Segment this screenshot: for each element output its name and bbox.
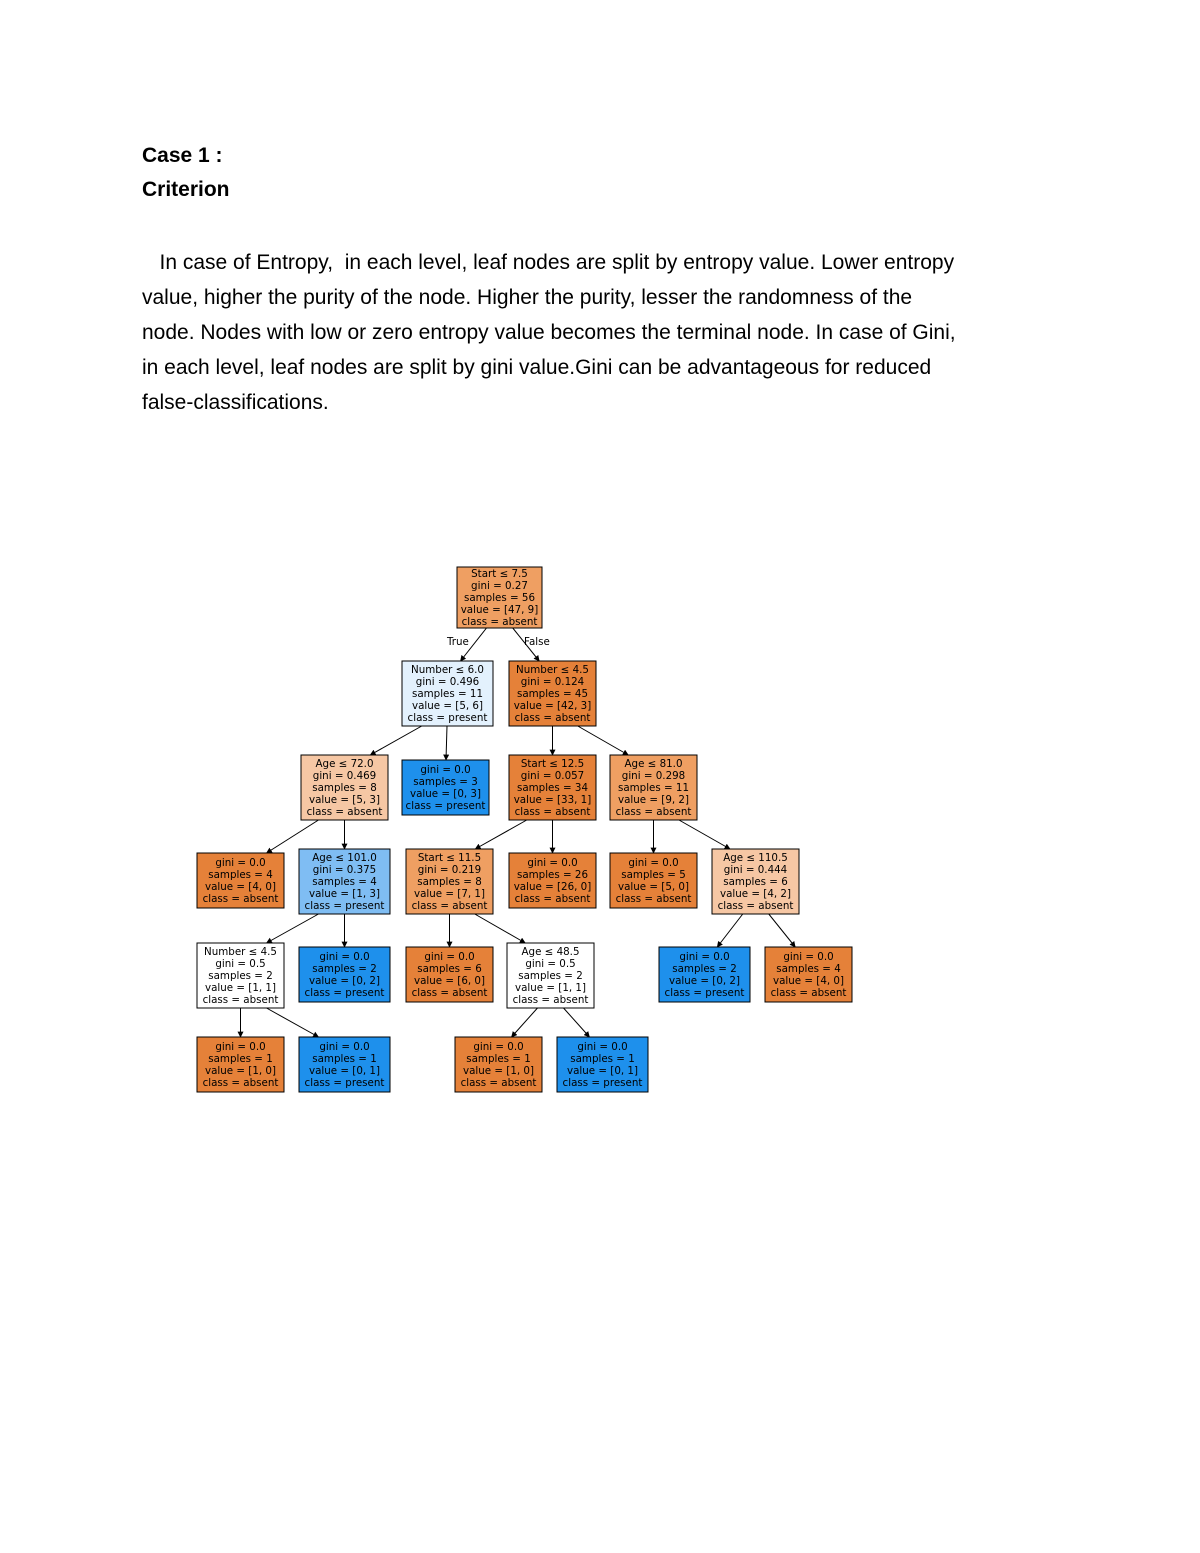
tree-node-line: samples = 1 bbox=[208, 1053, 273, 1065]
tree-node-line: samples = 1 bbox=[466, 1053, 531, 1065]
tree-node-line: value = [0, 2] bbox=[669, 975, 740, 987]
tree-node-line: Age ≤ 81.0 bbox=[624, 758, 683, 770]
tree-edge bbox=[564, 1008, 590, 1037]
criterion-title: Criterion bbox=[142, 178, 230, 201]
tree-node-line: value = [26, 0] bbox=[513, 881, 592, 893]
tree-node-line: class = absent bbox=[461, 616, 538, 628]
tree-edge bbox=[769, 914, 796, 947]
tree-node-line: value = [1, 0] bbox=[205, 1065, 276, 1077]
tree-node-line: samples = 26 bbox=[516, 869, 589, 881]
tree-node-line: value = [1, 3] bbox=[309, 888, 380, 900]
tree-node-n6 bbox=[610, 755, 697, 820]
tree-node-line: Age ≤ 110.5 bbox=[723, 852, 788, 864]
tree-edge bbox=[267, 820, 319, 853]
tree-node-n15 bbox=[406, 947, 493, 1002]
tree-node-line: class = absent bbox=[615, 806, 692, 818]
tree-node-line: class = present bbox=[664, 987, 745, 999]
tree-node-line: class = absent bbox=[514, 893, 591, 905]
tree-node-line: samples = 2 bbox=[672, 963, 737, 975]
tree-node-line: class = absent bbox=[411, 900, 488, 912]
tree-node-line: gini = 0.0 bbox=[473, 1041, 524, 1053]
tree-node-line: Start ≤ 7.5 bbox=[471, 568, 528, 580]
tree-node-line: value = [0, 1] bbox=[309, 1065, 380, 1077]
tree-node-line: Age ≤ 101.0 bbox=[312, 852, 377, 864]
tree-node-line: class = absent bbox=[615, 893, 692, 905]
tree-node-line: class = absent bbox=[460, 1077, 537, 1089]
tree-node-line: class = absent bbox=[514, 712, 591, 724]
tree-node-line: samples = 45 bbox=[516, 688, 589, 700]
tree-edge bbox=[267, 914, 319, 943]
tree-node-n12 bbox=[712, 849, 799, 914]
tree-node-n8 bbox=[299, 849, 390, 914]
tree-node-line: class = present bbox=[405, 800, 486, 812]
tree-node-n14 bbox=[299, 947, 390, 1002]
tree-node-line: value = [0, 1] bbox=[567, 1065, 638, 1077]
tree-node-line: gini = 0.124 bbox=[520, 676, 585, 688]
tree-node-n18 bbox=[765, 947, 852, 1002]
paragraph-line: In case of Entropy, in each level, leaf nodes are split by entropy value. Lower entropy bbox=[142, 251, 955, 274]
tree-node-n21 bbox=[455, 1037, 542, 1092]
tree-node-line: class = absent bbox=[512, 994, 589, 1006]
tree-node-line: class = absent bbox=[306, 806, 383, 818]
tree-edge bbox=[717, 914, 743, 947]
tree-node-line: samples = 11 bbox=[617, 782, 690, 794]
tree-node-n19 bbox=[197, 1037, 284, 1092]
tree-node-line: gini = 0.496 bbox=[415, 676, 480, 688]
tree-node-line: Number ≤ 4.5 bbox=[516, 664, 589, 676]
tree-node-line: class = absent bbox=[411, 987, 488, 999]
true-edge-label: True bbox=[447, 636, 469, 648]
tree-node-line: gini = 0.219 bbox=[417, 864, 482, 876]
tree-node-line: value = [0, 2] bbox=[309, 975, 380, 987]
tree-node-n13 bbox=[197, 943, 284, 1008]
tree-node-line: gini = 0.0 bbox=[215, 1041, 266, 1053]
tree-node-line: value = [5, 3] bbox=[309, 794, 380, 806]
tree-node-line: class = absent bbox=[202, 893, 279, 905]
tree-node-line: samples = 5 bbox=[621, 869, 686, 881]
tree-node-line: samples = 8 bbox=[417, 876, 482, 888]
tree-edge bbox=[475, 820, 527, 849]
tree-node-line: value = [1, 1] bbox=[205, 982, 276, 994]
tree-node-line: samples = 6 bbox=[723, 876, 788, 888]
paragraph-line: value, higher the purity of the node. Higher the purity, lesser the randomness of the bbox=[142, 286, 913, 309]
tree-node-line: samples = 34 bbox=[516, 782, 589, 794]
tree-node-line: gini = 0.375 bbox=[312, 864, 377, 876]
tree-node-n4 bbox=[402, 760, 489, 815]
tree-node-line: class = absent bbox=[717, 900, 794, 912]
tree-node-line: samples = 2 bbox=[518, 970, 583, 982]
false-edge-label: False bbox=[524, 636, 550, 648]
tree-node-n1 bbox=[402, 661, 493, 726]
tree-edge bbox=[512, 1008, 538, 1037]
tree-node-line: gini = 0.0 bbox=[783, 951, 834, 963]
tree-edge bbox=[679, 820, 730, 849]
tree-node-line: Number ≤ 6.0 bbox=[411, 664, 484, 676]
tree-node-line: class = absent bbox=[202, 1077, 279, 1089]
tree-node-line: value = [47, 9] bbox=[460, 604, 539, 616]
tree-node-line: class = absent bbox=[202, 994, 279, 1006]
tree-node-line: value = [5, 0] bbox=[618, 881, 689, 893]
tree-node-n22 bbox=[557, 1037, 648, 1092]
tree-node-line: class = present bbox=[304, 900, 385, 912]
tree-node-n17 bbox=[659, 947, 750, 1002]
tree-node-line: gini = 0.057 bbox=[520, 770, 585, 782]
tree-node-n0 bbox=[457, 567, 542, 628]
tree-node-n11 bbox=[610, 853, 697, 908]
tree-node-line: value = [7, 1] bbox=[414, 888, 485, 900]
tree-node-line: gini = 0.5 bbox=[525, 958, 576, 970]
tree-node-line: samples = 3 bbox=[413, 776, 478, 788]
tree-node-line: class = present bbox=[562, 1077, 643, 1089]
tree-node-line: Start ≤ 11.5 bbox=[417, 852, 482, 864]
tree-node-line: value = [33, 1] bbox=[513, 794, 592, 806]
tree-node-line: gini = 0.0 bbox=[424, 951, 475, 963]
tree-node-n9 bbox=[406, 849, 493, 914]
tree-node-line: value = [6, 0] bbox=[414, 975, 485, 987]
tree-edge bbox=[370, 726, 422, 755]
tree-node-line: samples = 1 bbox=[312, 1053, 377, 1065]
tree-node-line: class = absent bbox=[770, 987, 847, 999]
tree-node-line: gini = 0.0 bbox=[527, 857, 578, 869]
tree-node-line: samples = 11 bbox=[411, 688, 484, 700]
tree-node-n20 bbox=[299, 1037, 390, 1092]
tree-node-line: class = present bbox=[407, 712, 488, 724]
tree-node-line: gini = 0.444 bbox=[723, 864, 788, 876]
tree-node-line: value = [5, 6] bbox=[412, 700, 483, 712]
tree-node-line: gini = 0.0 bbox=[319, 951, 370, 963]
paragraph-line: node. Nodes with low or zero entropy value becomes the terminal node. In case of Gini, bbox=[142, 321, 956, 344]
tree-node-line: Number ≤ 4.5 bbox=[204, 946, 277, 958]
tree-node-line: samples = 2 bbox=[312, 963, 377, 975]
tree-node-line: samples = 6 bbox=[417, 963, 482, 975]
tree-node-line: value = [1, 1] bbox=[515, 982, 586, 994]
tree-node-line: gini = 0.27 bbox=[471, 580, 528, 592]
tree-node-n5 bbox=[509, 755, 596, 820]
tree-node-line: samples = 4 bbox=[208, 869, 273, 881]
tree-node-n16 bbox=[507, 943, 594, 1008]
tree-node-line: class = absent bbox=[514, 806, 591, 818]
tree-node-line: Start ≤ 12.5 bbox=[520, 758, 585, 770]
tree-node-line: value = [42, 3] bbox=[513, 700, 592, 712]
tree-node-line: samples = 56 bbox=[463, 592, 536, 604]
tree-edge bbox=[475, 914, 526, 943]
paragraph-line: in each level, leaf nodes are split by gini value.Gini can be advantageous for reduced bbox=[142, 356, 932, 379]
tree-node-line: value = [4, 0] bbox=[773, 975, 844, 987]
tree-node-line: gini = 0.0 bbox=[215, 857, 266, 869]
tree-node-line: Age ≤ 48.5 bbox=[521, 946, 580, 958]
tree-node-line: class = present bbox=[304, 987, 385, 999]
tree-node-line: value = [9, 2] bbox=[618, 794, 689, 806]
case-title: Case 1 : bbox=[142, 144, 223, 167]
tree-node-line: value = [4, 2] bbox=[720, 888, 791, 900]
tree-node-line: samples = 8 bbox=[312, 782, 377, 794]
tree-node-line: samples = 1 bbox=[570, 1053, 635, 1065]
tree-node-n3 bbox=[301, 755, 388, 820]
tree-edge bbox=[578, 726, 629, 755]
tree-node-line: class = present bbox=[304, 1077, 385, 1089]
tree-node-line: value = [1, 0] bbox=[463, 1065, 534, 1077]
tree-node-line: gini = 0.0 bbox=[319, 1041, 370, 1053]
tree-node-line: samples = 4 bbox=[312, 876, 377, 888]
paragraph-line: false-classifications. bbox=[142, 391, 329, 414]
tree-node-line: gini = 0.0 bbox=[628, 857, 679, 869]
tree-node-line: gini = 0.298 bbox=[621, 770, 686, 782]
tree-node-line: gini = 0.0 bbox=[420, 764, 471, 776]
tree-node-n7 bbox=[197, 853, 284, 908]
tree-node-line: value = [0, 3] bbox=[410, 788, 481, 800]
tree-node-n2 bbox=[509, 661, 596, 726]
tree-node-n10 bbox=[509, 853, 596, 908]
tree-node-line: gini = 0.0 bbox=[679, 951, 730, 963]
tree-node-line: gini = 0.5 bbox=[215, 958, 266, 970]
tree-node-line: gini = 0.469 bbox=[312, 770, 377, 782]
tree-edge bbox=[446, 726, 447, 760]
tree-node-line: samples = 2 bbox=[208, 970, 273, 982]
tree-node-line: gini = 0.0 bbox=[577, 1041, 628, 1053]
tree-node-line: value = [4, 0] bbox=[205, 881, 276, 893]
tree-node-line: samples = 4 bbox=[776, 963, 841, 975]
tree-node-line: Age ≤ 72.0 bbox=[315, 758, 374, 770]
tree-edge bbox=[267, 1008, 319, 1037]
